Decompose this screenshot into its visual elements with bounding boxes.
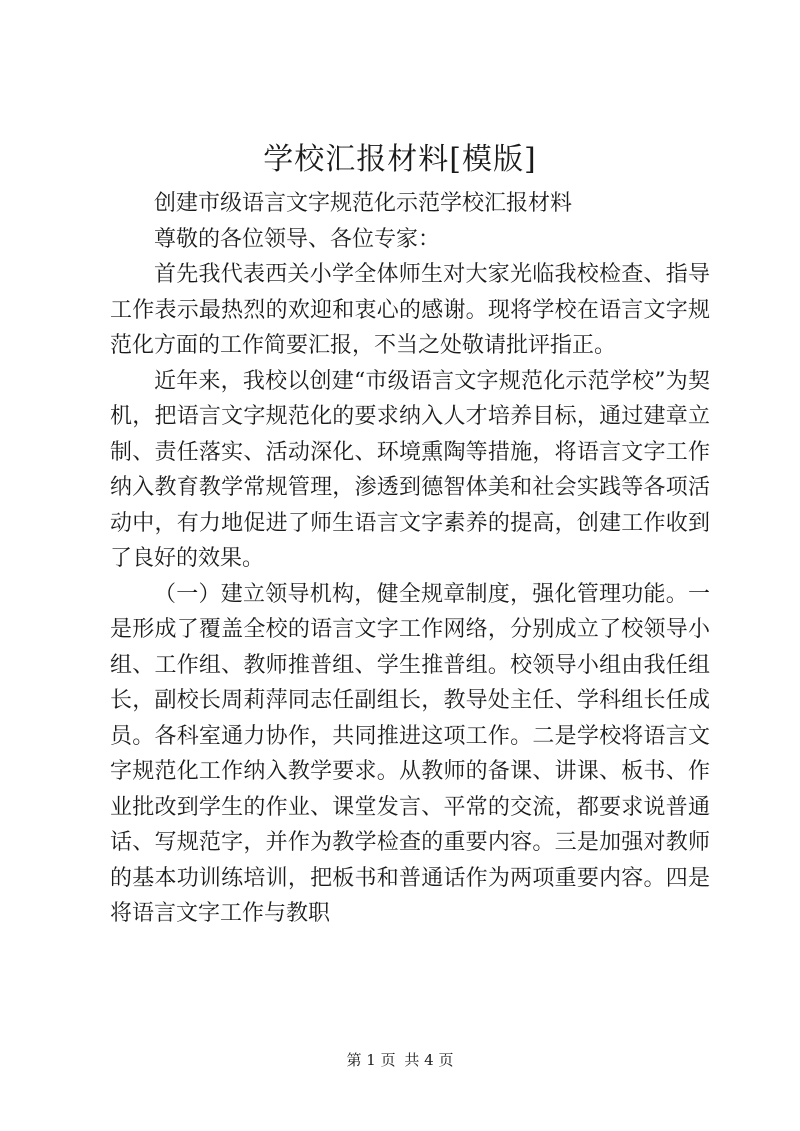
page-number: 第 1 页 bbox=[346, 1051, 396, 1069]
salutation-paragraph: 尊敬的各位领导、各位专家： bbox=[154, 226, 441, 252]
page-footer bbox=[0, 1050, 800, 1070]
document-title: 学校汇报材料[模版] bbox=[263, 142, 537, 177]
section-one-paragraph: （一）建立领导机构，健全规章制度，强化管理功能。一是形成了覆盖全校的语言文字工作网络，分别成立了校领导小组、工作组、教师推普组、学生推普组。校领导小组由我任组长，副校长周莉萍同志任副组长，教导处主任、学科组长任成员。各科室通力协作，共同推进这项工作。二是学校将语言文字规范化工作纳入教学要求。从教师的备课、讲课、板书、作业批改到学生的作业、课堂发言、平常的交流，都要求说普通话、写规范字，并作为教学检查的重要内容。三是加强对教师的基本功训练培训，把板书和普通话作为两项重要内容。四是将语言文字工作与教职 bbox=[110, 581, 710, 926]
subtitle-paragraph: 创建市级语言文字规范化示范学校汇报材料 bbox=[154, 191, 573, 216]
intro-paragraph: 首先我代表西关小学全体师生对大家光临我校检查、指导工作表示最热烈的欢迎和衷心的感谢。现将学校在语言文字规范化方面的工作简要汇报，不当之处敬请批评指正。 bbox=[110, 262, 710, 358]
background-paragraph: 近年来，我校以创建“市级语言文字规范化示范学校”为契机，把语言文字规范化的要求纳入人才培养目标，通过建章立制、责任落实、活动深化、环境熏陶等措施，将语言文字工作纳入教育教学常规管理，渗透到德智体美和社会实践等各项活动中，有力地促进了师生语言文字素养的提高，创建工作收到了良好的效果。 bbox=[110, 368, 710, 571]
document-body bbox=[110, 186, 710, 932]
page-total: 共 4 页 bbox=[404, 1051, 454, 1069]
